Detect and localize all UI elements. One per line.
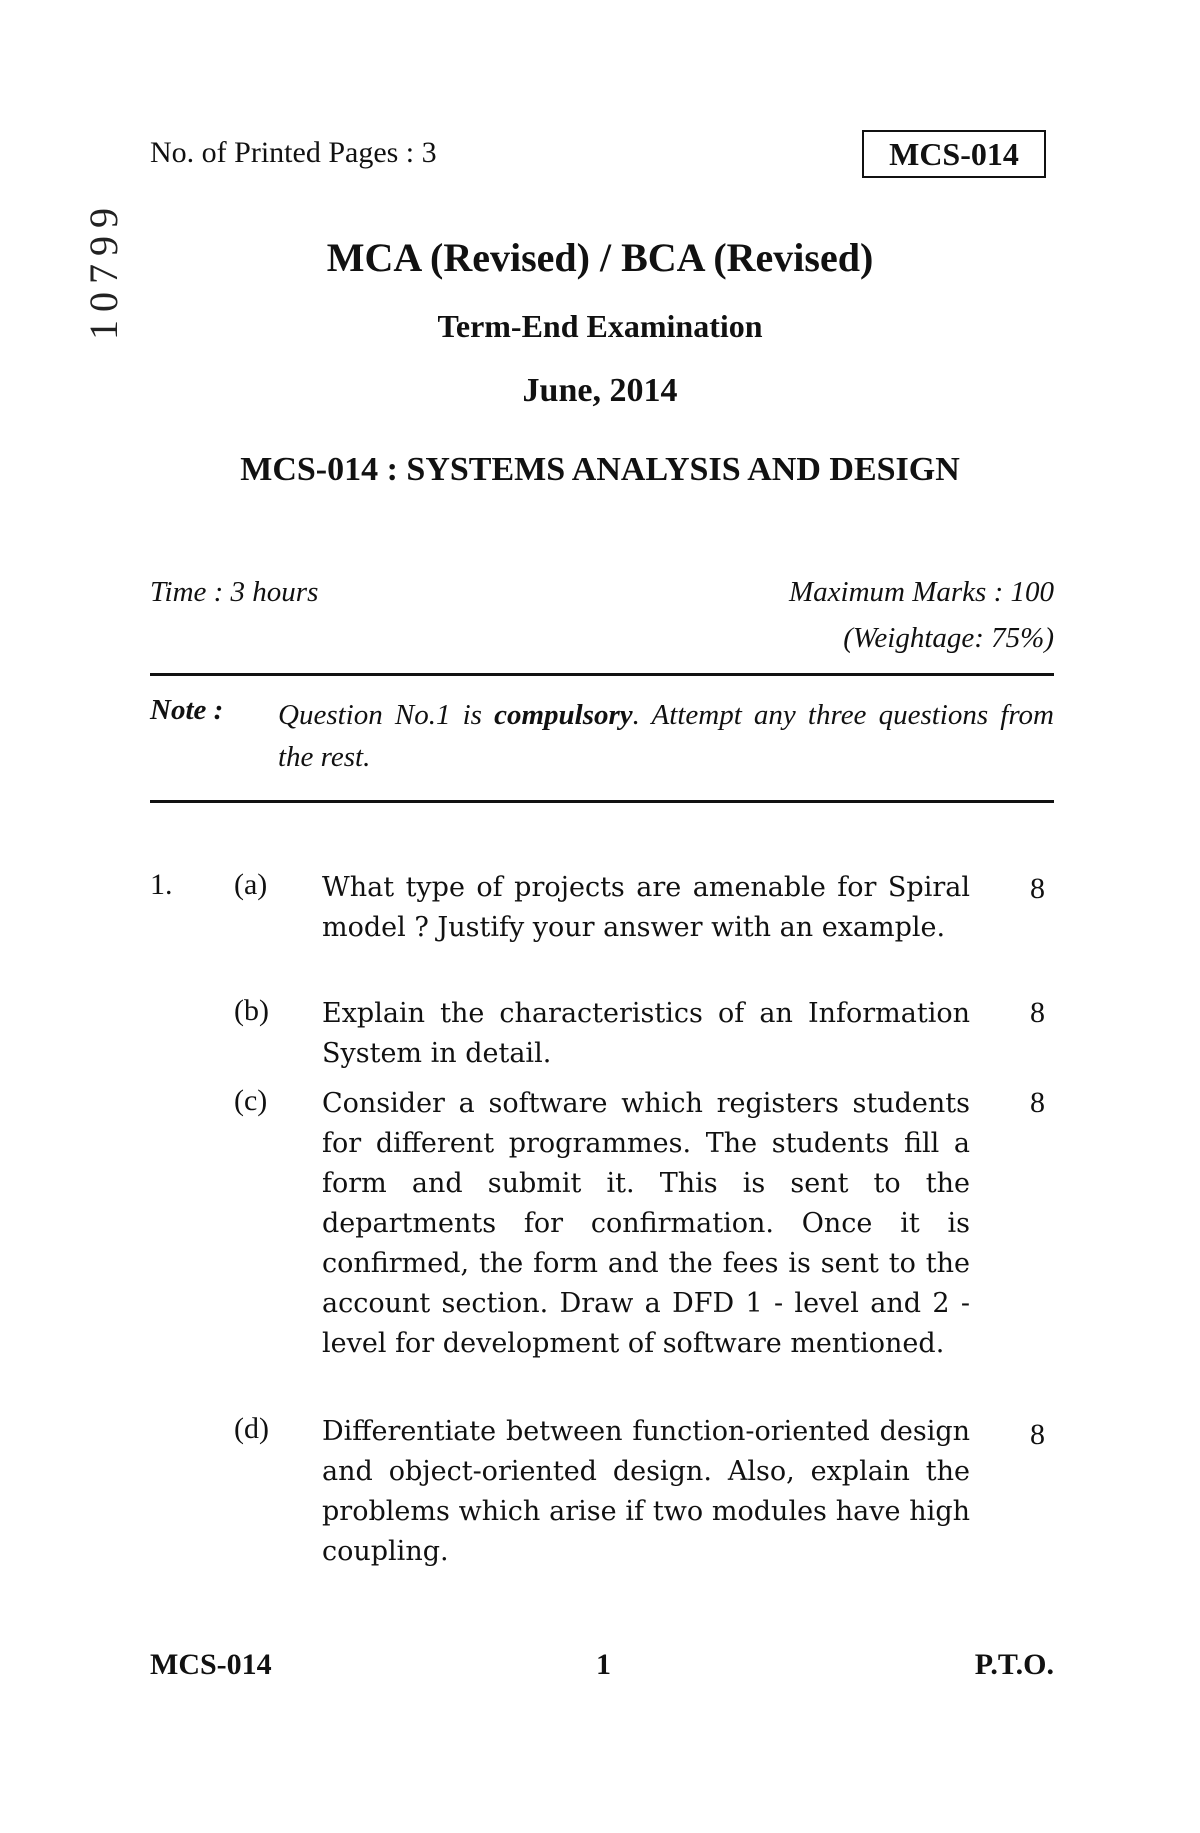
part-d-marks: 8 xyxy=(1030,1418,1045,1451)
part-b-label: (b) xyxy=(234,994,269,1027)
part-d-label: (d) xyxy=(234,1412,269,1445)
note-text-bold: compulsory xyxy=(494,699,633,731)
footer-page-number: 1 xyxy=(596,1648,611,1681)
exam-title: Term-End Examination xyxy=(437,308,763,344)
part-d-text: Differentiate between function-oriented design and object-oriented design. Also, explain the problems which arise if two modules have high coupling. xyxy=(322,1416,970,1567)
part-c-text: Consider a software which registers students for different programmes. The students fill a form and submit it. This is sent to the departments for confirmation. Once it is confirmed, the form and the fees is sent to the account section. Draw a DFD 1 - level and 2 - level for development of software mentioned. xyxy=(322,1088,970,1359)
maximum-marks: Maximum Marks : 100 xyxy=(789,576,1054,608)
part-c-label: (c) xyxy=(234,1084,268,1117)
part-a-text: What type of projects are amenable for Spiral model ? Justify your answer with an example. xyxy=(322,872,970,943)
time-allowed: Time : 3 hours xyxy=(150,576,319,608)
course-code-box: MCS-014 xyxy=(862,130,1046,178)
printed-pages-count: No. of Printed Pages : 3 xyxy=(150,136,437,169)
part-a-label: (a) xyxy=(234,868,268,901)
note-label: Note : xyxy=(150,694,224,726)
footer-pto: P.T.O. xyxy=(974,1648,1054,1681)
divider-top xyxy=(150,673,1054,676)
divider-bottom xyxy=(150,800,1054,803)
note-text-part1: Question No.1 is xyxy=(278,699,495,731)
part-c-marks: 8 xyxy=(1030,1086,1045,1119)
part-a-marks: 8 xyxy=(1030,872,1045,905)
note-text xyxy=(278,694,1054,778)
exam-session: June, 2014 xyxy=(522,372,678,409)
question-number: 1. xyxy=(150,868,173,901)
serial-number: 10799 xyxy=(81,200,126,340)
note-text-part2: . Attempt any three questions from the rest. xyxy=(278,699,1054,773)
footer-course-code: MCS-014 xyxy=(150,1648,272,1681)
course-title: MCS-014 : SYSTEMS ANALYSIS AND DESIGN xyxy=(240,451,960,488)
program-title: MCA (Revised) / BCA (Revised) xyxy=(326,235,874,280)
part-b-marks: 8 xyxy=(1030,996,1045,1029)
weightage: (Weightage: 75%) xyxy=(843,622,1054,654)
part-b-text: Explain the characteristics of an Information System in detail. xyxy=(322,998,970,1069)
